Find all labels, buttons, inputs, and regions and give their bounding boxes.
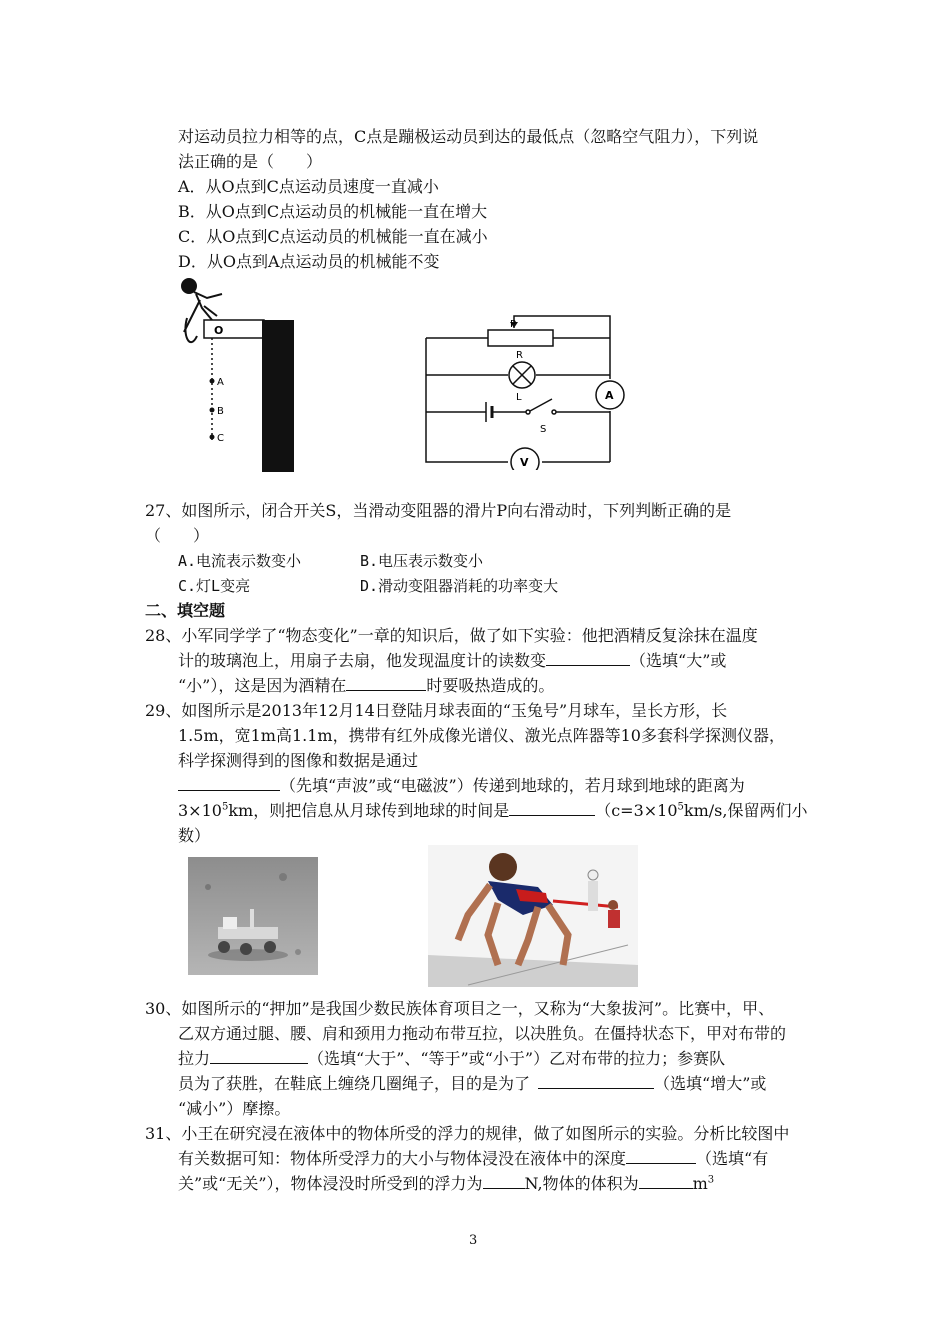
q29-speed-exp: 5 [677,801,684,813]
q29-line6: 数） [178,826,211,845]
q27-option-b: B.电压表示数变小 [360,552,484,570]
q30-line3 [178,1048,725,1070]
q31-line2 [178,1148,768,1170]
q31-line3-text: 关”或“无关”），物体浸没时所受到的浮力为 [178,1174,483,1193]
q27-stem-line1: 27、如图所示，闭合开关S，当滑动变阻器的滑片P向右滑动时，下列判断正确的是 [145,501,732,520]
q29-line5-text: km，则把信息从月球传到地球的时间是 [228,801,510,820]
q29-line1: 29、如图所示是2013年12月14日登陆月球表面的“玉兔号”月球车，呈长方形，长 [145,701,728,720]
q29-line3: 科学探测得到的图像和数据是通过 [178,751,419,770]
q26-option-d: D．从O点到A点运动员的机械能不变 [178,252,440,271]
q27-option-a: A.电流表示数变小 [178,552,302,570]
q27-stem-line2: （ ） [145,526,210,545]
q26-option-b: B．从O点到C点运动员的机械能一直在增大 [178,202,488,221]
q28-line3-end: 时要吸热造成的。 [426,676,555,695]
q28-line2-text: 计的玻璃泡上，用扇子去扇，他发现温度计的读数变 [178,651,547,670]
q29-line4 [178,775,745,797]
q30-line2: 乙双方通过腿、腰、肩和颈用力拖动布带互拉，以决胜负。在僵持状态下，甲对布带的 [178,1024,787,1043]
q29-line5-end: km/s,保留两们小 [683,801,808,820]
q30-blank-2[interactable] [538,1073,654,1089]
q31-line2-hint: （选填“有 [696,1149,769,1168]
bungee-figure [172,276,302,476]
q29-line2: 1.5m，宽1m高1.1m，携带有红外成像光谱仪、激光点阵器等10多套科学探测仪器， [178,726,785,745]
q30-line1: 30、如图所示的“押加”是我国少数民族体育项目之一，又称为“大象拔河”。比赛中，甲、 [145,999,775,1018]
section-title: 二、填空题 [145,601,226,620]
fig-label-a: A [217,377,224,388]
q28-line2-hint: （选填“大”或 [630,651,727,670]
yajia-athlete-photo [428,845,638,987]
q31-blank-3[interactable] [639,1173,693,1189]
voltmeter-label: V [520,456,529,469]
q30-line3-hint: （选填“大于”、“等于”或“小于”）乙对布带的拉力；参赛队 [308,1049,726,1068]
q29-line4-text: （先填“声波”或“电磁波”）传递到地球的，若月球到地球的距离为 [280,776,745,795]
ammeter-label: A [605,389,614,402]
q31-line2-text: 有关数据可知：物体所受浮力的大小与物体浸没在液体中的深度 [178,1149,627,1168]
q30-blank-1[interactable] [210,1048,308,1064]
q28-line2 [178,650,726,672]
q26-stem-line2: 法正确的是（ ） [178,152,323,171]
circuit-label-p: P [510,319,517,330]
q30-line3-text: 拉力 [178,1049,211,1068]
q31-blank-1[interactable] [626,1148,696,1164]
q31-blank-2[interactable] [483,1173,525,1189]
lunar-rover-photo [188,857,318,975]
q29-distance-exp: 5 [221,801,229,813]
q31-line1: 31、小王在研究浸在液体中的物体所受的浮力的规律，做了如图所示的实验。分析比较图中 [145,1124,790,1143]
circuit-label-r: R [516,350,523,361]
q30-line5: “减小”）摩擦。 [178,1099,291,1118]
q31-unit: m [692,1174,708,1193]
fig-label-c: C [217,433,224,444]
q26-option-a: A．从O点到C点运动员速度一直减小 [178,177,439,196]
q28-line1: 28、小军同学学了“物态变化”一章的知识后，做了如下实验：他把酒精反复涂抹在温度 [145,626,758,645]
fig-label-b: B [217,406,224,417]
q30-line4 [178,1073,766,1095]
q31-line3-mid: N,物体的体积为 [524,1174,639,1193]
circuit-diagram [418,310,633,470]
q31-line3 [178,1173,714,1195]
q28-line3 [178,675,554,697]
q29-blank-2[interactable] [509,800,595,816]
q29-line5 [178,800,807,822]
q27-option-c: C.灯L变亮 [178,577,251,595]
q30-line4-hint: （选填“增大”或 [654,1074,767,1093]
circuit-label-l: L [516,392,522,403]
q28-line3-text: “小”），这是因为酒精在 [178,676,347,695]
q31-unit-exp: 3 [707,1174,715,1186]
page-number: 3 [469,1233,478,1248]
q28-blank-1[interactable] [546,650,630,666]
q29-speed: （c=3×10 [595,801,678,820]
q26-stem-line1: 对运动员拉力相等的点，C点是蹦极运动员到达的最低点（忽略空气阻力），下列说 [178,127,759,146]
fig-label-o: O [214,324,224,337]
q28-blank-2[interactable] [346,675,426,691]
circuit-label-s: S [540,424,547,435]
q30-line4-text: 员为了获胜，在鞋底上缠绕几圈绳子，目的是为了 [178,1074,531,1093]
q29-distance: 3×10 [178,801,222,820]
q27-option-d: D.滑动变阻器消耗的功率变大 [360,577,559,595]
q29-blank-1[interactable] [178,775,280,791]
q26-option-c: C．从O点到C点运动员的机械能一直在减小 [178,227,488,246]
